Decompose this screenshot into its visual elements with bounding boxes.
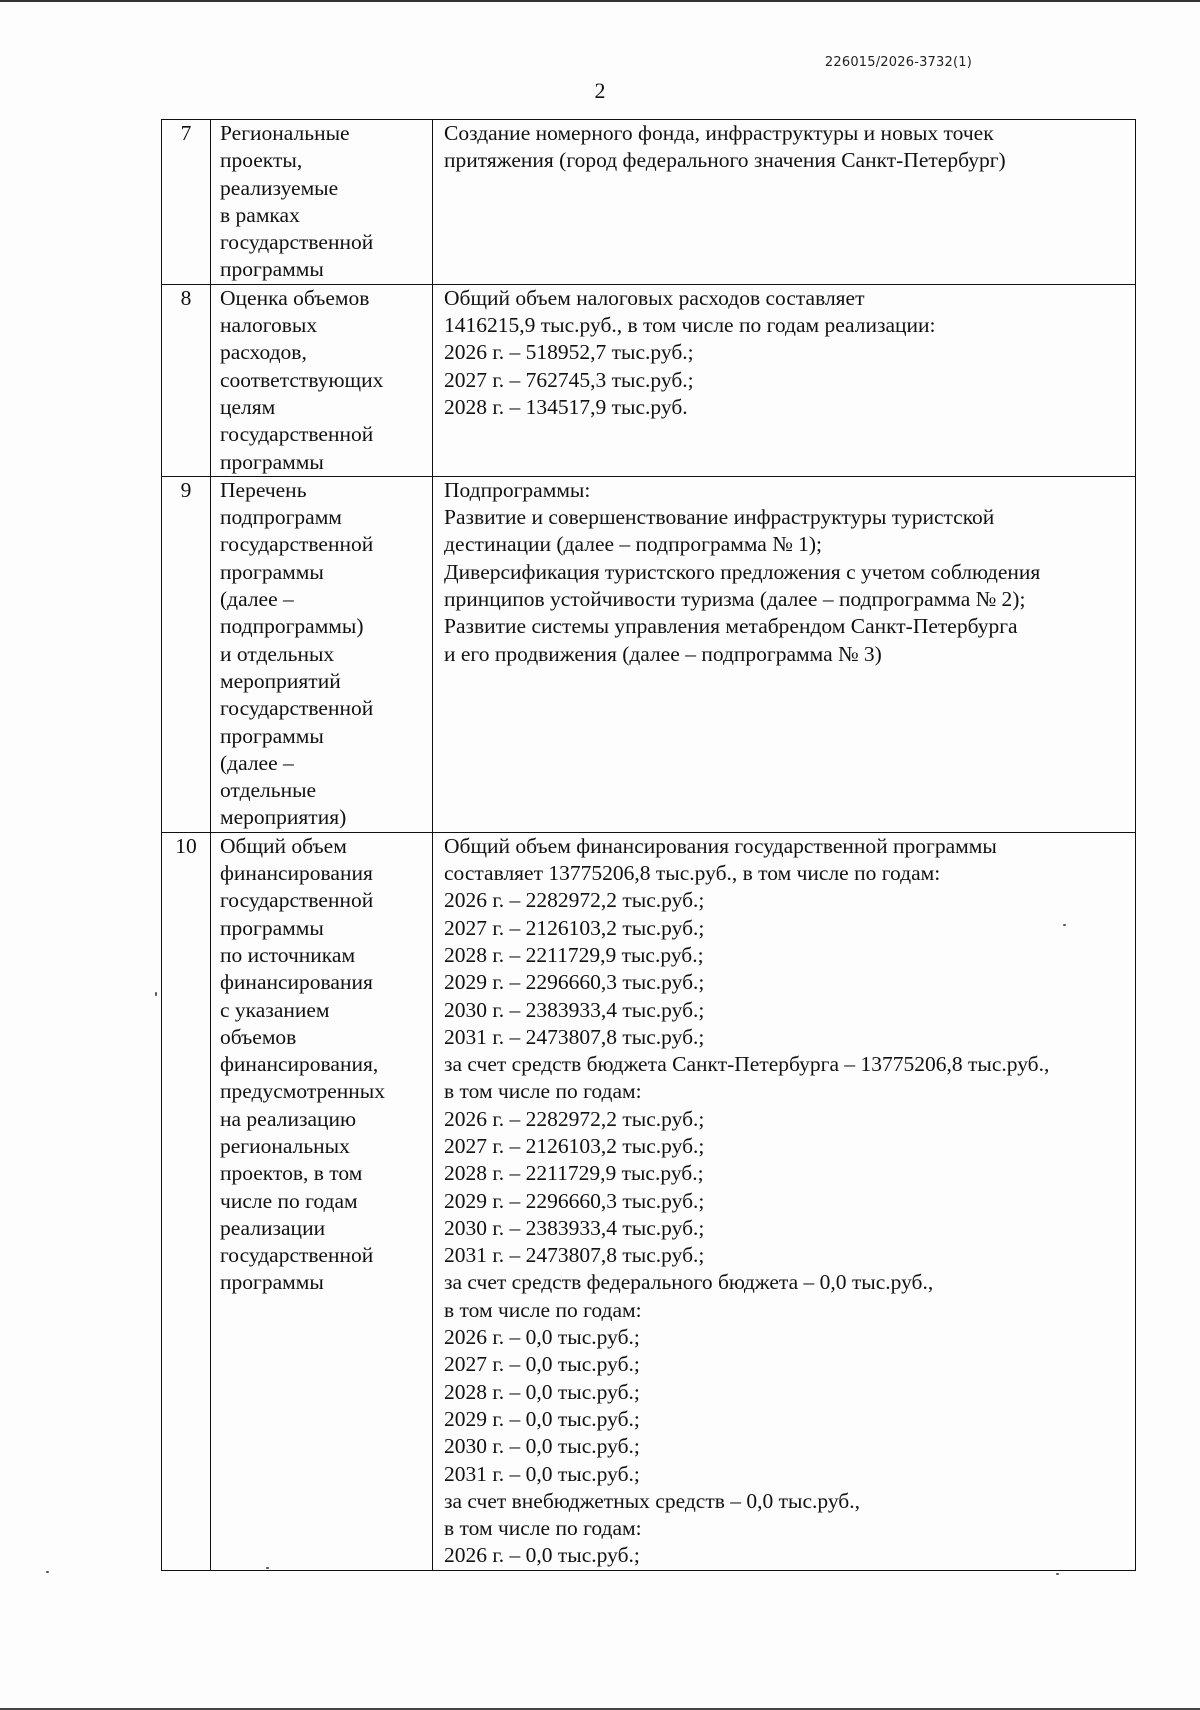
table-row [162,832,1136,1570]
label-line: программы [220,1270,324,1295]
label-line: с указанием [220,997,330,1022]
content-line: 2029 г. – 2296660,3 тыс.руб.; [444,970,705,995]
label-line: мероприятия) [220,805,347,830]
row-content [433,120,1136,285]
row-content [433,284,1136,476]
label-line: Общий объем [220,833,347,858]
label-line: проекты, [220,148,303,173]
content-line: 2027 г. – 762745,3 тыс.руб.; [444,367,694,392]
content-line: в том числе по годам: [444,1079,642,1104]
content-line: притяжения (город федерального значения Санкт-Петербург) [444,148,1006,173]
row-label [211,832,433,1570]
content-line: Развитие и совершенствование инфраструктуры туристской [444,505,995,530]
label-line: финансирования, [220,1052,379,1077]
content-line: Общий объем налоговых расходов составляет [444,285,865,310]
content-line: в том числе по годам: [444,1297,642,1322]
content-line: 2031 г. – 2473807,8 тыс.руб.; [444,1024,705,1049]
label-line: на реализацию [220,1106,357,1131]
label-line: программы [220,915,324,940]
content-line: Диверсификация туристского предложения с учетом соблюдения [444,559,1041,584]
content-line: Общий объем финансирования государственной программы [444,833,997,858]
content-line: 2030 г. – 2383933,4 тыс.руб.; [444,997,705,1022]
label-line: программы [220,449,324,474]
content-line: 2028 г. – 0,0 тыс.руб.; [444,1379,640,1404]
content-line: 2028 г. – 134517,9 тыс.руб. [444,394,688,419]
label-line: подпрограмм [220,505,342,530]
content-line: 2031 г. – 0,0 тыс.руб.; [444,1461,640,1486]
content-line: дестинации (далее – подпрограмма № 1); [444,532,822,557]
label-line: Оценка объемов [220,285,370,310]
program-passport-table [161,119,1136,1571]
table-body [162,120,1136,1571]
label-line: Региональные [220,121,350,145]
label-line: числе по годам [220,1188,358,1213]
content-line: 2029 г. – 0,0 тыс.руб.; [444,1406,640,1431]
label-line: государственной [220,1243,374,1268]
label-line: реализуемые [220,175,339,200]
row-number: 8 [162,284,211,476]
content-line: за счет средств федерального бюджета – 0,0 тыс.руб., [444,1270,934,1295]
row-label [211,476,433,832]
label-line: Перечень [220,477,307,502]
content-line: за счет средств бюджета Санкт-Петербурга – 13775206,8 тыс.руб., [444,1052,1050,1077]
content-line: составляет 13775206,8 тыс.руб., в том числе по годам: [444,861,941,886]
label-line: предусмотренных [220,1079,385,1104]
label-line: реализации [220,1215,326,1240]
content-line: 2026 г. – 2282972,2 тыс.руб.; [444,888,705,913]
row-content [433,476,1136,832]
label-line: региональных [220,1133,350,1158]
table-row [162,120,1136,285]
scan-speck [1056,1573,1059,1575]
content-line: за счет внебюджетных средств – 0,0 тыс.руб., [444,1488,860,1513]
page-number: 2 [594,78,606,103]
label-line: целям [220,394,276,419]
label-line: финансирования [220,861,373,886]
label-line: государственной [220,532,374,557]
label-line: проектов, в том [220,1161,363,1186]
scan-speck [46,1571,49,1573]
content-line: Создание номерного фонда, инфраструктуры и новых точек [444,121,994,145]
label-line: расходов, [220,340,307,365]
content-line: 2026 г. – 0,0 тыс.руб.; [444,1325,640,1350]
content-line: в том числе по годам: [444,1516,642,1541]
label-line: отдельные [220,778,317,803]
content-line: принципов устойчивости туризма (далее – подпрограмма № 2); [444,587,1026,612]
content-line: 2030 г. – 2383933,4 тыс.руб.; [444,1215,705,1240]
content-line: 2027 г. – 2126103,2 тыс.руб.; [444,915,705,940]
label-line: государственной [220,696,374,721]
content-line: 2030 г. – 0,0 тыс.руб.; [444,1434,640,1459]
content-line: 2028 г. – 2211729,9 тыс.руб.; [444,942,704,967]
table-row [162,476,1136,832]
label-line: (далее – [220,750,294,775]
content-line: 2027 г. – 2126103,2 тыс.руб.; [444,1133,705,1158]
row-content [433,832,1136,1570]
label-line: соответствующих [220,367,384,392]
content-line: 2026 г. – 2282972,2 тыс.руб.; [444,1106,705,1131]
label-line: объемов [220,1024,297,1049]
label-line: государственной [220,888,374,913]
scan-border-top [0,0,1200,2]
label-line: подпрограммы) [220,614,364,639]
row-label [211,120,433,285]
content-line: 2026 г. – 0,0 тыс.руб.; [444,1543,640,1568]
label-line: налоговых [220,313,318,338]
label-line: мероприятий [220,668,341,693]
content-line: 2027 г. – 0,0 тыс.руб.; [444,1352,640,1377]
document-registration-number: 226015/2026-3732(1) [824,55,972,70]
table-row [162,284,1136,476]
label-line: в рамках [220,202,300,227]
content-line: 2029 г. – 2296660,3 тыс.руб.; [444,1188,705,1213]
content-line: 2026 г. – 518952,7 тыс.руб.; [444,340,694,365]
label-line: государственной [220,422,374,447]
scan-speck [1063,924,1066,926]
label-line: государственной [220,230,374,255]
content-line: и его продвижения (далее – подпрограмма № 3) [444,641,882,666]
label-line: программы [220,559,324,584]
row-number: 7 [162,120,211,285]
content-line: 1416215,9 тыс.руб., в том числе по годам реализации: [444,313,936,338]
label-line: (далее – [220,587,294,612]
row-number: 9 [162,476,211,832]
label-line: программы [220,723,324,748]
scan-speck [155,992,157,996]
content-line: 2028 г. – 2211729,9 тыс.руб.; [444,1161,704,1186]
label-line: и отдельных [220,641,335,666]
content-line: Развитие системы управления метабрендом Санкт-Петербурга [444,614,1018,639]
row-number: 10 [162,832,211,1570]
content-line: 2031 г. – 2473807,8 тыс.руб.; [444,1243,705,1268]
label-line: программы [220,257,324,282]
scan-speck [266,1567,269,1569]
content-line: Подпрограммы: [444,477,591,502]
row-label [211,284,433,476]
label-line: финансирования [220,970,373,995]
label-line: по источникам [220,942,356,967]
